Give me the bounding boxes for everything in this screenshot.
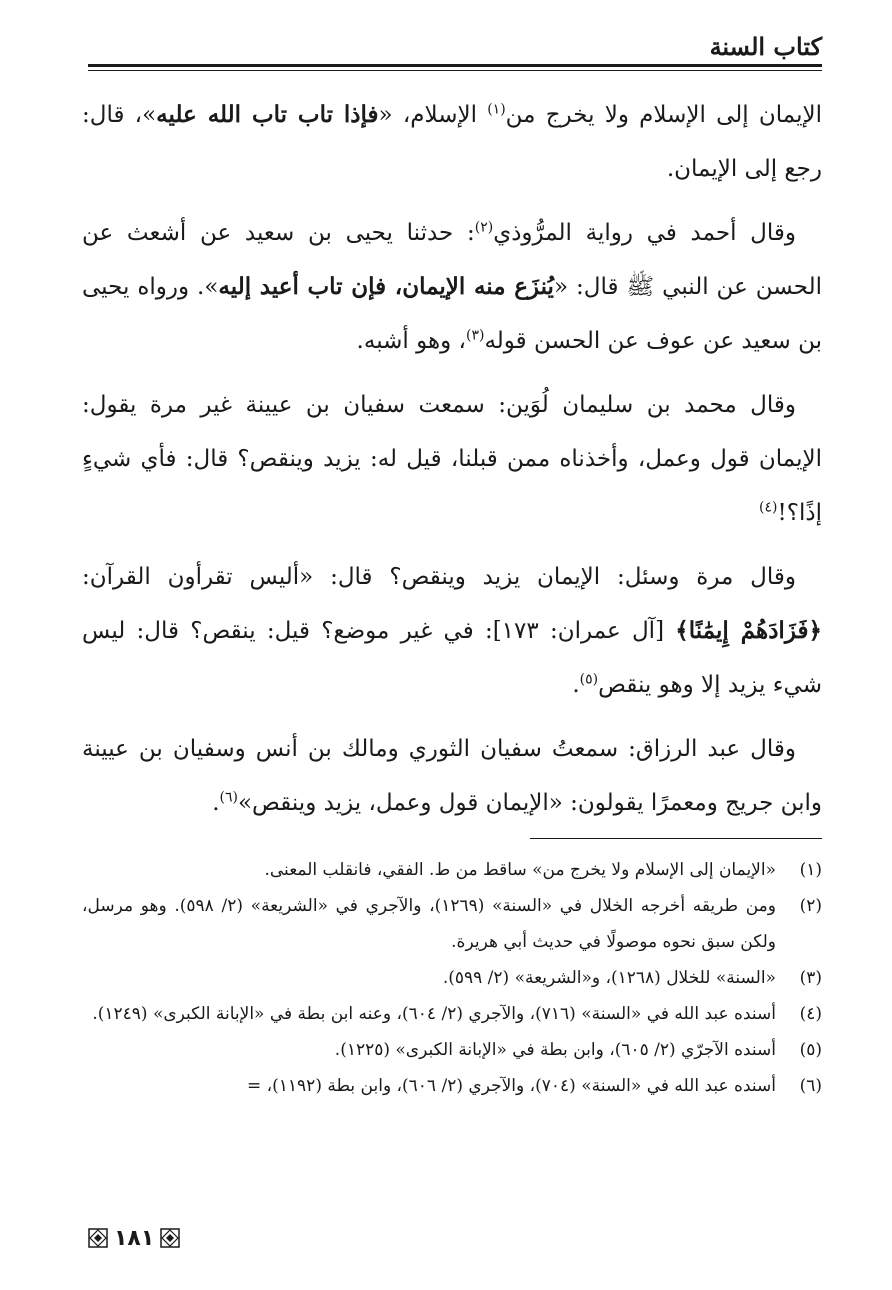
footnote-number: (٦) [799, 1076, 822, 1096]
header-rule-thick [88, 64, 822, 67]
text-run: وقال محمد بن سليمان لُوَين: سمعت سفيان بن عيينة غير مرة يقول: الإيمان قول وعمل، وأخذناه ممن قبلنا، قيل له: يزيد وينقص؟ قال: فأي شيءٍ إذًا؟! [82, 392, 822, 526]
running-header [88, 28, 822, 74]
footnote [82, 1068, 822, 1104]
text-run: وقال عبد الرزاق: سمعتُ سفيان الثوري ومالك بن أنس وسفيان بن عيينة وابن جريج ومعمرًا يقولون: «الإيمان قول وعمل، يزيد وينقص» [82, 736, 822, 816]
footnote [82, 888, 822, 960]
footnote-marker: (٢) [474, 219, 494, 236]
footnote-text: أسنده عبد الله في «السنة» (٧٠٤)، والآجري (٢/ ٦٠٦)، وابن بطة (١١٩٢)، = [247, 1076, 776, 1096]
text-run: »، قال: رجع إلى الإيمان. [82, 102, 822, 182]
text-run: وقال مرة وسئل: الإيمان يزيد وينقص؟ قال: «أليس تقرأون القرآن: [82, 564, 796, 590]
text-run: وقال أحمد في رواية المرُّوذي [493, 220, 797, 246]
text-run: ». ورواه يحيى بن سعيد عن عوف عن الحسن قوله [82, 274, 822, 354]
footnote-marker: (١) [487, 101, 506, 118]
paragraph [82, 550, 822, 712]
quoted-text: ﴿فَزَادَهُمْ إِيمَٰنًا﴾ [675, 617, 822, 644]
quoted-text: يُنزَع منه الإيمان، فإن تاب أعيد إليه [218, 273, 554, 300]
footnote-marker: (٥) [579, 671, 599, 688]
text-run: [آل عمران: ١٧٣]: في غير موضع؟ قيل: ينقص؟ قال: ليس شيء يزيد إلا وهو ينقص [82, 618, 822, 698]
main-text [82, 88, 822, 840]
footnote [82, 852, 822, 888]
footnote-text: ومن طريقه أخرجه الخلال في «السنة» (١٢٦٩)، والآجري في «الشريعة» (٢/ ٥٩٨). وهو مرسل، ولكن سبق نحوه موصولًا في حديث أبي هريرة. [82, 896, 776, 952]
header-title: كتاب السنة [709, 32, 822, 61]
footnotes [82, 852, 822, 1104]
text-run: ، وهو أشبه. [356, 328, 466, 354]
footnote-text: أسنده الآجرّي (٢/ ٦٠٥)، وابن بطة في «الإبانة الكبرى» (١٢٢٥). [334, 1040, 776, 1060]
text-run: . [212, 790, 220, 816]
text-run: . [572, 672, 580, 698]
page-number: ١٨١ [114, 1225, 155, 1251]
ornament-left-icon [88, 1228, 108, 1248]
page-folio [88, 1224, 180, 1252]
footnote-number: (١) [799, 860, 822, 880]
text-run: الإيمان إلى الإسلام ولا يخرج من [505, 102, 822, 128]
header-rule-thin [88, 70, 822, 71]
paragraph [82, 88, 822, 196]
text-run: : حدثنا يحيى بن سعيد عن أشعث عن الحسن عن النبي ﷺ قال: « [82, 220, 823, 300]
footnote-number: (٥) [799, 1040, 822, 1060]
footnote-number: (٤) [799, 1004, 822, 1024]
footnote-number: (٢) [799, 896, 822, 916]
ornament-right-icon [160, 1228, 180, 1248]
paragraph [82, 206, 822, 368]
paragraph [82, 722, 822, 830]
footnote-text: «السنة» للخلال (١٢٦٨)، و«الشريعة» (٢/ ٥٩٩). [442, 968, 776, 988]
quoted-text: فإذا تاب تاب الله عليه [156, 101, 379, 128]
text-run: الإسلام، « [378, 102, 488, 128]
footnote [82, 1032, 822, 1068]
footnote-marker: (٤) [759, 499, 778, 516]
footnote-text: «الإيمان إلى الإسلام ولا يخرج من» ساقط من ط. الفقي، فانقلب المعنى. [264, 860, 776, 880]
footnote-text: أسنده عبد الله في «السنة» (٧١٦)، والآجري (٢/ ٦٠٤)، وعنه ابن بطة في «الإبانة الكبرى» (١٢٤٩). [92, 1004, 776, 1024]
footnote-marker: (٦) [219, 789, 238, 806]
paragraph [82, 378, 822, 540]
footnote-marker: (٣) [465, 327, 485, 344]
footnote [82, 960, 822, 996]
footnote-number: (٣) [799, 968, 822, 988]
footnote-separator [530, 838, 822, 839]
footnote [82, 996, 822, 1032]
